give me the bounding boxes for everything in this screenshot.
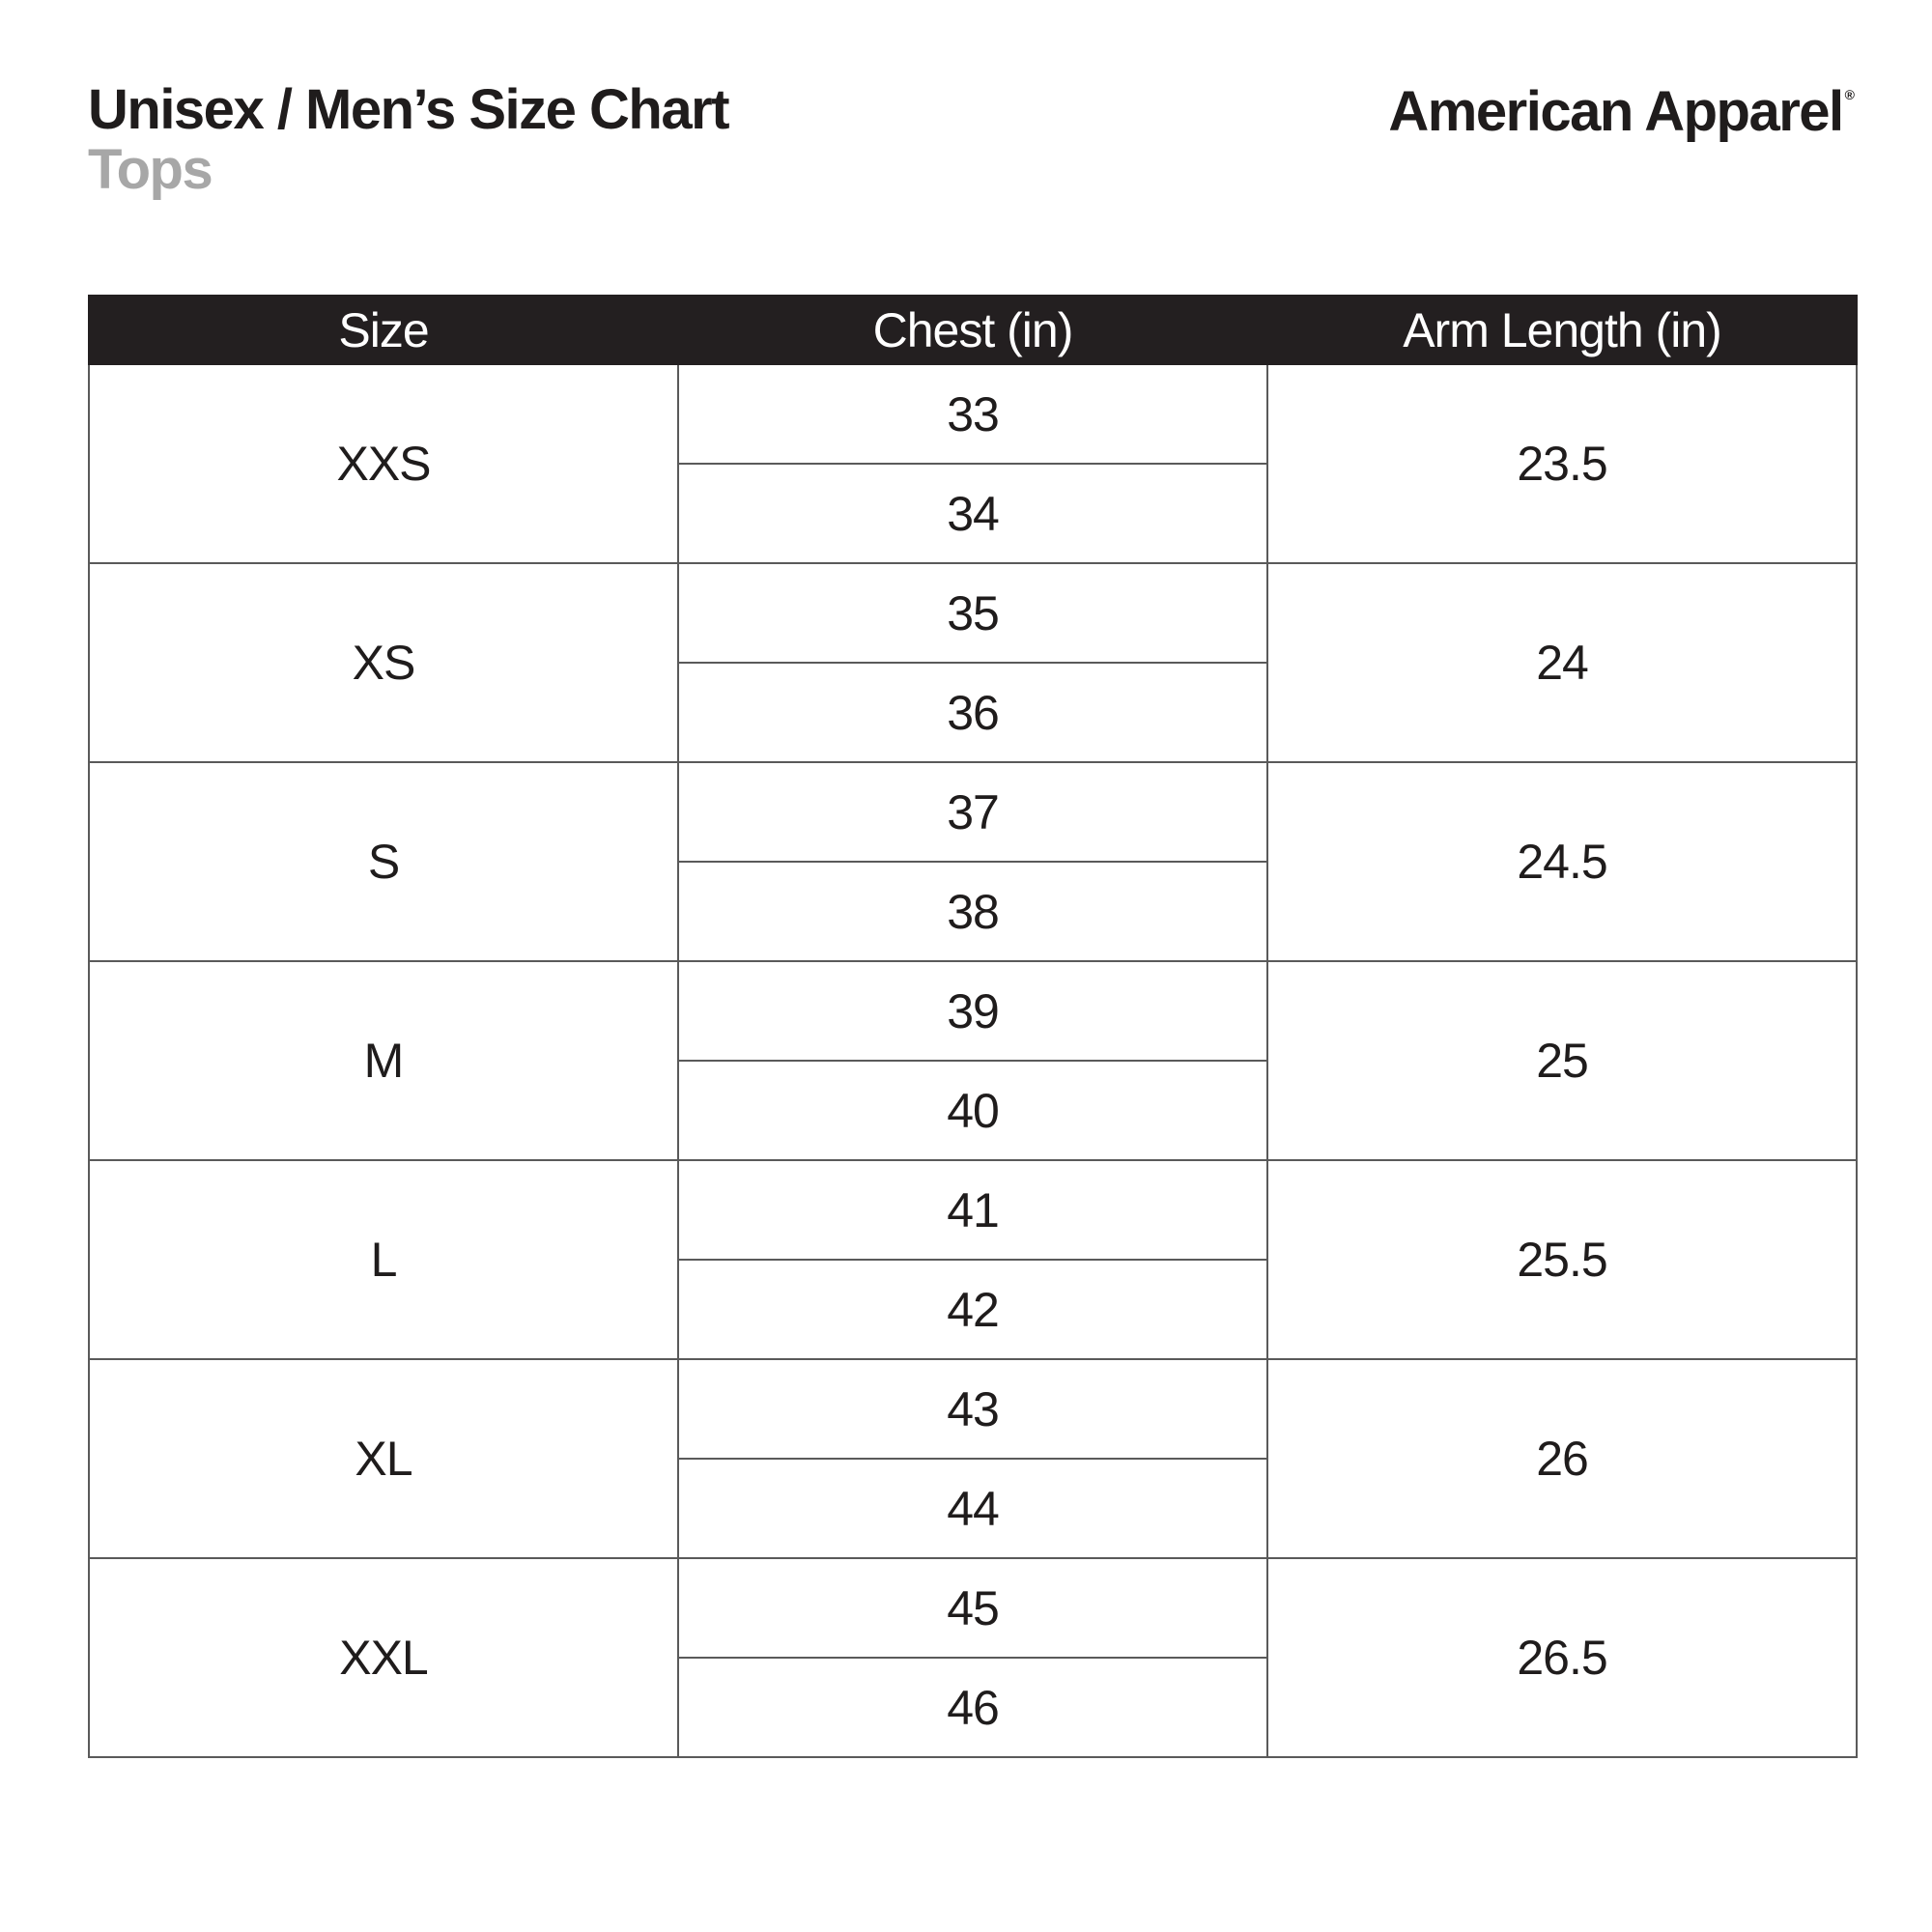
column-header-chest: Chest (in) [678,296,1267,364]
arm-length-cell: 24 [1267,563,1857,762]
chest-cell: 42 [678,1260,1267,1359]
page-subtitle: Tops [88,138,213,201]
chest-cell: 46 [678,1658,1267,1757]
arm-length-cell: 25 [1267,961,1857,1160]
size-cell: XXL [89,1558,678,1757]
table-row [89,1558,1857,1658]
size-cell: L [89,1160,678,1359]
table-row [89,961,1857,1061]
page-title: Unisex / Men’s Size Chart [88,78,729,141]
brand-logo [1388,79,1855,144]
table-row [89,1160,1857,1260]
column-header-arm-length: Arm Length (in) [1267,296,1857,364]
chest-cell: 43 [678,1359,1267,1459]
chest-cell: 34 [678,464,1267,563]
size-cell: XXS [89,364,678,563]
chest-cell: 35 [678,563,1267,663]
column-header-size: Size [89,296,678,364]
chest-cell: 33 [678,364,1267,464]
chest-cell: 41 [678,1160,1267,1260]
size-chart-table [88,295,1858,1758]
size-cell: XL [89,1359,678,1558]
chest-cell: 37 [678,762,1267,862]
arm-length-cell: 23.5 [1267,364,1857,563]
table-header-row [89,296,1857,364]
chest-cell: 38 [678,862,1267,961]
arm-length-cell: 26.5 [1267,1558,1857,1757]
size-cell: M [89,961,678,1160]
arm-length-cell: 24.5 [1267,762,1857,961]
chest-cell: 39 [678,961,1267,1061]
arm-length-cell: 25.5 [1267,1160,1857,1359]
table-row [89,563,1857,663]
arm-length-cell: 26 [1267,1359,1857,1558]
chest-cell: 45 [678,1558,1267,1658]
brand-name: American Apparel [1388,80,1843,143]
registered-mark: ® [1844,87,1855,102]
chest-cell: 44 [678,1459,1267,1558]
chest-cell: 36 [678,663,1267,762]
size-cell: S [89,762,678,961]
table-row [89,1359,1857,1459]
chest-cell: 40 [678,1061,1267,1160]
size-cell: XS [89,563,678,762]
table-row [89,762,1857,862]
table-row [89,364,1857,464]
